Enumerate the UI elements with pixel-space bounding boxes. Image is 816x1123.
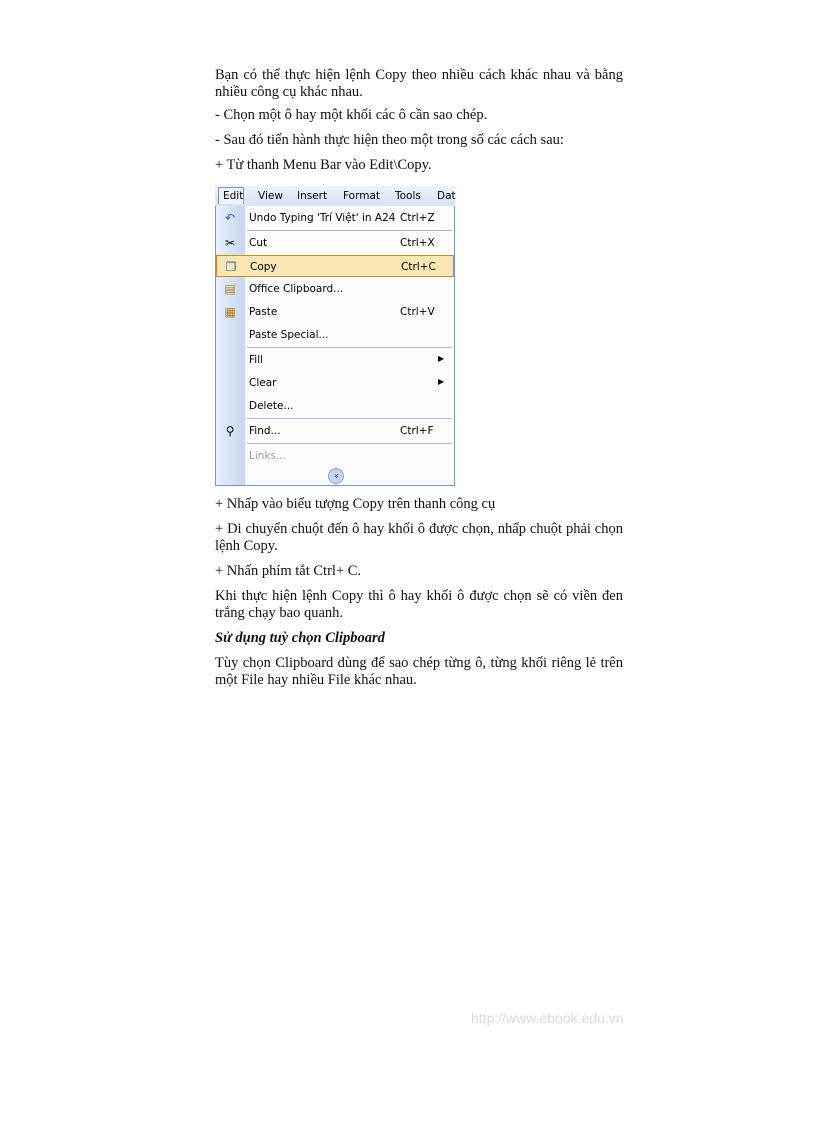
- menu-item-label: Fill: [249, 354, 264, 366]
- undo-icon: ↶: [224, 211, 236, 225]
- binoculars-icon: ⚲: [225, 424, 235, 438]
- paragraph: Khi thực hiện lệnh Copy thì ô hay khối ô được chọn sẽ có viền đen trắng chạy bao quanh.: [215, 588, 623, 621]
- watermark: http://www.ebook.edu.vn: [471, 1010, 624, 1026]
- intro-text: [215, 67, 623, 174]
- expand-chevron-icon[interactable]: »: [328, 468, 344, 484]
- body-text: [215, 496, 623, 689]
- menu-item-paste-special[interactable]: [216, 324, 454, 346]
- menu-bar: [215, 186, 455, 207]
- menu-item-shortcut: Ctrl+F: [400, 425, 434, 437]
- menu-item-find[interactable]: [216, 420, 454, 442]
- clipboard-icon: ▤: [224, 282, 236, 296]
- paragraph: - Sau đó tiến hành thực hiện theo một trong số các cách sau:: [215, 132, 564, 148]
- menu-item-label: Copy: [250, 261, 277, 273]
- menu-item-copy[interactable]: [216, 255, 454, 277]
- menu-item-clear[interactable]: [216, 372, 454, 394]
- submenu-arrow-icon: ▶: [438, 377, 445, 386]
- menu-item-shortcut: Ctrl+Z: [400, 212, 435, 224]
- menu-insert[interactable]: Insert: [297, 190, 328, 202]
- paragraph: + Nhấn phím tắt Ctrl+ C.: [215, 563, 362, 579]
- menu-item-undo[interactable]: [216, 207, 454, 229]
- paragraph: + Di chuyển chuột đến ô hay khối ô được chọn, nhấp chuột phải chọn lệnh Copy.: [215, 521, 623, 554]
- menu-tools[interactable]: Tools: [395, 190, 421, 202]
- menu-item-label: Cut: [249, 237, 268, 249]
- menu-item-label: Find...: [249, 425, 281, 437]
- paste-icon: ▦: [224, 305, 236, 319]
- menu-item-label: Paste Special...: [249, 329, 329, 341]
- separator: [247, 347, 452, 348]
- scissors-icon: ✂: [224, 236, 236, 250]
- menu-item-label: Undo Typing 'Trí Việt' in A24: [249, 212, 396, 224]
- copy-icon: ❐: [225, 260, 237, 274]
- menu-item-office-clipboard[interactable]: [216, 278, 454, 300]
- menu-item-delete[interactable]: [216, 395, 454, 417]
- menu-data[interactable]: Dat: [437, 190, 456, 202]
- menu-edit[interactable]: Edit: [218, 187, 244, 204]
- separator: [247, 443, 452, 444]
- menu-view[interactable]: View: [258, 190, 283, 202]
- menu-item-label: Clear: [249, 377, 277, 389]
- paragraph: Bạn có thể thực hiện lệnh Copy theo nhiều cách khác nhau và bằng nhiều công cụ khác nhau.: [215, 67, 623, 100]
- paragraph: - Chọn một ô hay một khối các ô cần sao chép.: [215, 107, 488, 123]
- separator: [247, 418, 452, 419]
- menu-item-cut[interactable]: [216, 232, 454, 254]
- menu-item-paste[interactable]: [216, 301, 454, 323]
- menu-item-label: Links...: [249, 450, 286, 462]
- menu-item-links[interactable]: [216, 445, 454, 467]
- edit-dropdown: [215, 206, 455, 486]
- menu-item-shortcut: Ctrl+V: [400, 306, 435, 318]
- paragraph: + Từ thanh Menu Bar vào Edit\Copy.: [215, 157, 432, 173]
- menu-item-shortcut: Ctrl+X: [400, 237, 435, 249]
- submenu-arrow-icon: ▶: [438, 354, 445, 363]
- section-heading: Sử dụng tuỳ chọn Clipboard: [215, 630, 385, 646]
- menu-item-fill[interactable]: [216, 349, 454, 371]
- paragraph: Tùy chọn Clipboard dùng để sao chép từng ô, từng khối riêng lẻ trên một File hay nhiều File khác nhau.: [215, 655, 623, 688]
- paragraph: + Nhấp vào biểu tượng Copy trên thanh công cụ: [215, 496, 496, 512]
- menu-item-label: Office Clipboard...: [249, 283, 344, 295]
- menu-item-shortcut: Ctrl+C: [401, 261, 436, 273]
- separator: [247, 230, 452, 231]
- menu-format[interactable]: Format: [343, 190, 381, 202]
- menu-item-label: Paste: [249, 306, 278, 318]
- menu-item-label: Delete...: [249, 400, 294, 412]
- edit-menu-screenshot: [215, 186, 455, 487]
